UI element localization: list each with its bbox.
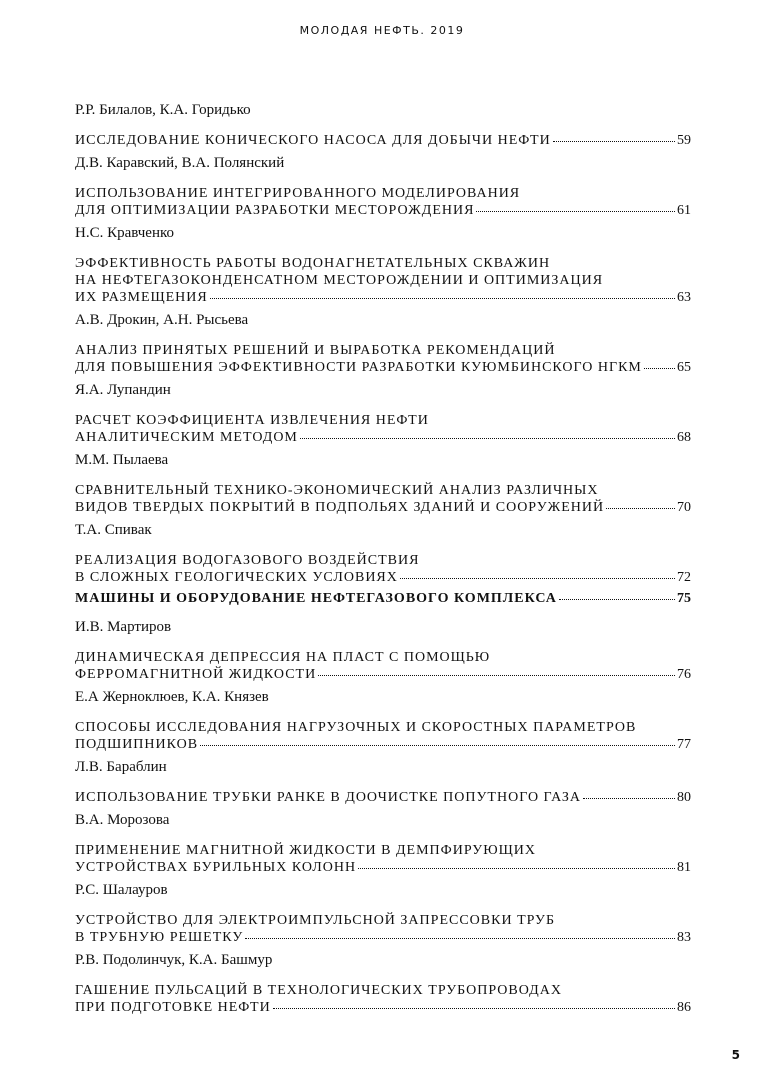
- dot-leader: [318, 675, 675, 676]
- dot-leader: [200, 745, 675, 746]
- dot-leader: [553, 141, 675, 142]
- entry-page-number: 77: [677, 737, 691, 752]
- toc-section-entries: [75, 617, 691, 1016]
- entry-title-line: ПРИМЕНЕНИЕ МАГНИТНОЙ ЖИДКОСТИ В ДЕМПФИРУЮЩИХ: [75, 843, 536, 858]
- dot-leader: [358, 868, 675, 869]
- entry-author: Т.А. Спивак: [75, 522, 152, 538]
- entry-title-line: СРАВНИТЕЛЬНЫЙ ТЕХНИКО-ЭКОНОМИЧЕСКИЙ АНАЛИЗ РАЗЛИЧНЫХ: [75, 483, 599, 498]
- entry-title-line: В СЛОЖНЫХ ГЕОЛОГИЧЕСКИХ УСЛОВИЯХ: [75, 570, 398, 585]
- toc-entries: [75, 100, 691, 586]
- entry-page-number: 59: [677, 133, 691, 148]
- entry-title-line: РАСЧЕТ КОЭФФИЦИЕНТА ИЗВЛЕЧЕНИЯ НЕФТИ: [75, 413, 429, 428]
- toc-entry[interactable]: [75, 153, 691, 219]
- entry-author: Е.А Жерноклюев, К.А. Князев: [75, 689, 269, 705]
- entry-title: [75, 482, 691, 516]
- entry-title-line: СПОСОБЫ ИССЛЕДОВАНИЯ НАГРУЗОЧНЫХ И СКОРОСТНЫХ ПАРАМЕТРОВ: [75, 720, 637, 735]
- toc-entry[interactable]: [75, 520, 691, 586]
- dot-leader: [559, 599, 675, 600]
- section-title: МАШИНЫ И ОБОРУДОВАНИЕ НЕФТЕГАЗОВОГО КОМПЛЕКСА: [75, 591, 557, 606]
- entry-author: М.М. Пылаева: [75, 452, 169, 468]
- dot-leader: [245, 938, 675, 939]
- section-page: 75: [677, 591, 691, 606]
- toc-entry[interactable]: [75, 450, 691, 516]
- entry-author: Я.А. Лупандин: [75, 382, 171, 398]
- entry-author: В.А. Морозова: [75, 812, 170, 828]
- toc-entry[interactable]: [75, 310, 691, 376]
- entry-title: [75, 552, 691, 586]
- entry-author: Л.В. Бараблин: [75, 759, 167, 775]
- entry-author: Д.В. Каравский, В.А. Полянский: [75, 155, 285, 171]
- toc-entry[interactable]: [75, 880, 691, 946]
- entry-page-number: 83: [677, 930, 691, 945]
- toc-entry[interactable]: [75, 100, 691, 149]
- entry-title-line: ПРИ ПОДГОТОВКЕ НЕФТИ: [75, 1000, 271, 1015]
- entry-page-number: 70: [677, 500, 691, 515]
- entry-page-number: 61: [677, 203, 691, 218]
- entry-author: Н.С. Кравченко: [75, 225, 175, 241]
- entry-title-line: АНАЛИЗ ПРИНЯТЫХ РЕШЕНИЙ И ВЫРАБОТКА РЕКОМЕНДАЦИЙ: [75, 343, 556, 358]
- entry-title: [75, 132, 691, 149]
- entry-title-line: ГАШЕНИЕ ПУЛЬСАЦИЙ В ТЕХНОЛОГИЧЕСКИХ ТРУБОПРОВОДАХ: [75, 983, 562, 998]
- dot-leader: [606, 508, 675, 509]
- entry-title-line: ИСПОЛЬЗОВАНИЕ ИНТЕГРИРОВАННОГО МОДЕЛИРОВАНИЯ: [75, 186, 521, 201]
- dot-leader: [273, 1008, 675, 1009]
- entry-title: [75, 255, 691, 306]
- entry-title-line: ДИНАМИЧЕСКАЯ ДЕПРЕССИЯ НА ПЛАСТ С ПОМОЩЬЮ: [75, 650, 491, 665]
- toc-entry[interactable]: [75, 810, 691, 876]
- entry-page-number: 76: [677, 667, 691, 682]
- dot-leader: [583, 798, 675, 799]
- entry-title: [75, 982, 691, 1016]
- dot-leader: [300, 438, 675, 439]
- entry-title-line: ПОДШИПНИКОВ: [75, 737, 199, 752]
- entry-title-line: НА НЕФТЕГАЗОКОНДЕНСАТНОМ МЕСТОРОЖДЕНИИ И ОПТИМИЗАЦИЯ: [75, 273, 604, 288]
- entry-page-number: 72: [677, 570, 691, 585]
- entry-title: [75, 185, 691, 219]
- entry-title-line: ЭФФЕКТИВНОСТЬ РАБОТЫ ВОДОНАГНЕТАТЕЛЬНЫХ СКВАЖИН: [75, 256, 551, 271]
- entry-title-line: УСТРОЙСТВО ДЛЯ ЭЛЕКТРОИМПУЛЬСНОЙ ЗАПРЕССОВКИ ТРУБ: [75, 913, 556, 928]
- entry-page-number: 68: [677, 430, 691, 445]
- running-header: МОЛОДАЯ НЕФТЬ. 2019: [299, 24, 465, 37]
- entry-author: И.В. Мартиров: [75, 619, 172, 635]
- entry-title-line: ИССЛЕДОВАНИЕ КОНИЧЕСКОГО НАСОСА ДЛЯ ДОБЫЧИ НЕФТИ: [75, 133, 551, 148]
- entry-title-line: ВИДОВ ТВЕРДЫХ ПОКРЫТИЙ В ПОДПОЛЬЯХ ЗДАНИЙ И СООРУЖЕНИЙ: [75, 500, 605, 515]
- dot-leader: [400, 578, 675, 579]
- entry-page-number: 81: [677, 860, 691, 875]
- entry-title: [75, 719, 691, 753]
- entry-page-number: 63: [677, 290, 691, 305]
- entry-page-number: 65: [677, 360, 691, 375]
- entry-title: [75, 789, 691, 806]
- dot-leader: [210, 298, 675, 299]
- toc-entry[interactable]: [75, 687, 691, 753]
- dot-leader: [644, 368, 675, 369]
- section-heading[interactable]: [75, 590, 691, 607]
- entry-title-line: ДЛЯ ПОВЫШЕНИЯ ЭФФЕКТИВНОСТИ РАЗРАБОТКИ КУЮМБИНСКОГО НГКМ: [75, 360, 642, 375]
- entry-title-line: ИХ РАЗМЕЩЕНИЯ: [75, 290, 208, 305]
- entry-title-line: УСТРОЙСТВАХ БУРИЛЬНЫХ КОЛОНН: [75, 860, 357, 875]
- page-number: 5: [731, 1048, 740, 1062]
- toc-entry[interactable]: [75, 380, 691, 446]
- entry-title-line: РЕАЛИЗАЦИЯ ВОДОГАЗОВОГО ВОЗДЕЙСТВИЯ: [75, 553, 420, 568]
- entry-title-line: ФЕРРОМАГНИТНОЙ ЖИДКОСТИ: [75, 667, 317, 682]
- entry-title-line: ДЛЯ ОПТИМИЗАЦИИ РАЗРАБОТКИ МЕСТОРОЖДЕНИЯ: [75, 203, 475, 218]
- entry-title-line: В ТРУБНУЮ РЕШЕТКУ: [75, 930, 244, 945]
- entry-title: [75, 842, 691, 876]
- entry-page-number: 80: [677, 790, 691, 805]
- entry-title: [75, 912, 691, 946]
- entry-title-line: АНАЛИТИЧЕСКИМ МЕТОДОМ: [75, 430, 298, 445]
- entry-title: [75, 412, 691, 446]
- entry-title: [75, 342, 691, 376]
- entry-author: Р.В. Подолинчук, К.А. Башмур: [75, 952, 273, 968]
- toc-entry[interactable]: [75, 617, 691, 683]
- entry-author: А.В. Дрокин, А.Н. Рысьева: [75, 312, 249, 328]
- toc-entry[interactable]: [75, 757, 691, 806]
- entry-author: Р.Р. Билалов, К.А. Горидько: [75, 102, 251, 118]
- toc-entry[interactable]: [75, 223, 691, 306]
- dot-leader: [476, 211, 675, 212]
- entry-title-line: ИСПОЛЬЗОВАНИЕ ТРУБКИ РАНКЕ В ДООЧИСТКЕ ПОПУТНОГО ГАЗА: [75, 790, 582, 805]
- entry-author: Р.С. Шалауров: [75, 882, 168, 898]
- entry-page-number: 86: [677, 1000, 691, 1015]
- entry-title: [75, 649, 691, 683]
- toc-entry[interactable]: [75, 950, 691, 1016]
- table-of-contents: [75, 100, 691, 1020]
